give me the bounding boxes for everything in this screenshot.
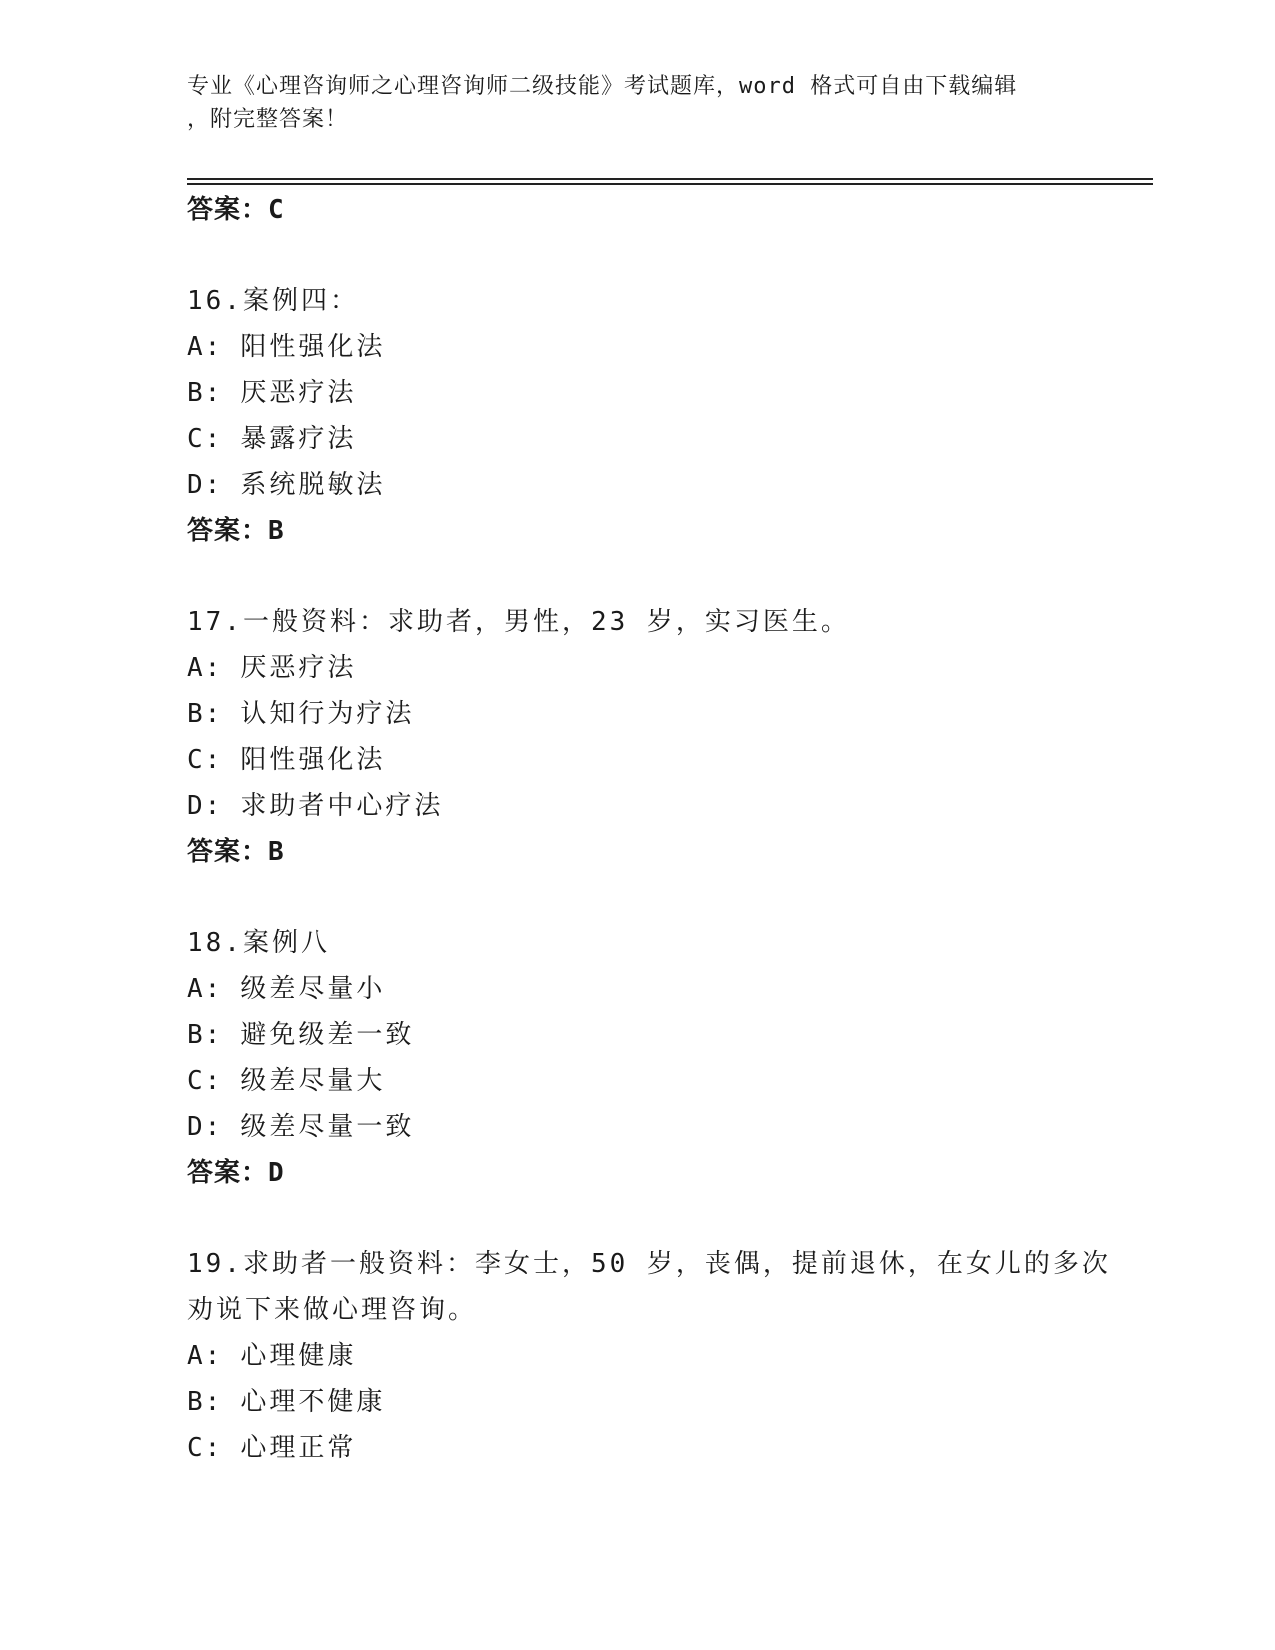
answer-18: 答案：D [187, 1158, 285, 1188]
header-line-1: 专业《心理咨询师之心理咨询师二级技能》考试题库，word 格式可自由下载编辑 [187, 74, 1018, 99]
option-d [187, 462, 1147, 508]
option-text: 系统脱敏法 [240, 470, 386, 500]
option-c [187, 416, 1147, 462]
option-text: 厌恶疗法 [240, 378, 357, 408]
question-text-line-1: 19.求助者一般资料：李女士，50 岁，丧偶，提前退休，在女儿的多次 [187, 1249, 1111, 1279]
question-text [187, 1241, 1147, 1333]
option-label: B: [187, 1020, 223, 1050]
option-label: B: [187, 1387, 223, 1417]
option-text: 级差尽量小 [240, 974, 386, 1004]
option-text: 心理不健康 [240, 1387, 386, 1417]
option-label: C: [187, 1066, 223, 1096]
question-text-line-2: 劝说下来做心理咨询。 [187, 1295, 478, 1325]
option-b [187, 1379, 1147, 1425]
option-label: C: [187, 745, 223, 775]
question-text: 16.案例四： [187, 286, 359, 316]
option-label: A: [187, 332, 223, 362]
header-divider-top [187, 178, 1153, 180]
option-c [187, 1425, 1147, 1471]
option-b [187, 1012, 1147, 1058]
option-text: 求助者中心疗法 [240, 791, 444, 821]
option-a [187, 966, 1147, 1012]
question-list [187, 187, 1147, 1471]
option-d [187, 783, 1147, 829]
header-line-2: ，附完整答案！ [187, 107, 349, 132]
answer-previous: 答案：C [187, 195, 285, 225]
option-b [187, 691, 1147, 737]
option-text: 心理健康 [240, 1341, 357, 1371]
option-label: A: [187, 653, 223, 683]
question-17 [187, 599, 1147, 875]
option-text: 心理正常 [240, 1433, 357, 1463]
header-divider-bottom [187, 183, 1153, 185]
question-19 [187, 1241, 1147, 1471]
question-text: 18.案例八 [187, 928, 330, 958]
option-label: D: [187, 791, 223, 821]
option-label: A: [187, 1341, 223, 1371]
option-label: A: [187, 974, 223, 1004]
option-label: D: [187, 1112, 223, 1142]
option-text: 厌恶疗法 [240, 653, 357, 683]
option-text: 避免级差一致 [240, 1020, 415, 1050]
question-text: 17.一般资料：求助者，男性，23 岁，实习医生。 [187, 607, 850, 637]
question-16 [187, 278, 1147, 554]
option-text: 级差尽量大 [240, 1066, 386, 1096]
option-a [187, 324, 1147, 370]
option-text: 认知行为疗法 [240, 699, 415, 729]
option-text: 阳性强化法 [240, 745, 386, 775]
option-c [187, 1058, 1147, 1104]
question-18 [187, 920, 1147, 1196]
answer-16: 答案：B [187, 516, 285, 546]
option-text: 阳性强化法 [240, 332, 386, 362]
option-label: C: [187, 424, 223, 454]
option-a [187, 645, 1147, 691]
option-a [187, 1333, 1147, 1379]
option-text: 级差尽量一致 [240, 1112, 415, 1142]
option-label: B: [187, 378, 223, 408]
option-b [187, 370, 1147, 416]
option-label: C: [187, 1433, 223, 1463]
answer-17: 答案：B [187, 837, 285, 867]
option-d [187, 1104, 1147, 1150]
option-label: D: [187, 470, 223, 500]
option-text: 暴露疗法 [240, 424, 357, 454]
document-header [187, 70, 1087, 136]
option-label: B: [187, 699, 223, 729]
option-c [187, 737, 1147, 783]
